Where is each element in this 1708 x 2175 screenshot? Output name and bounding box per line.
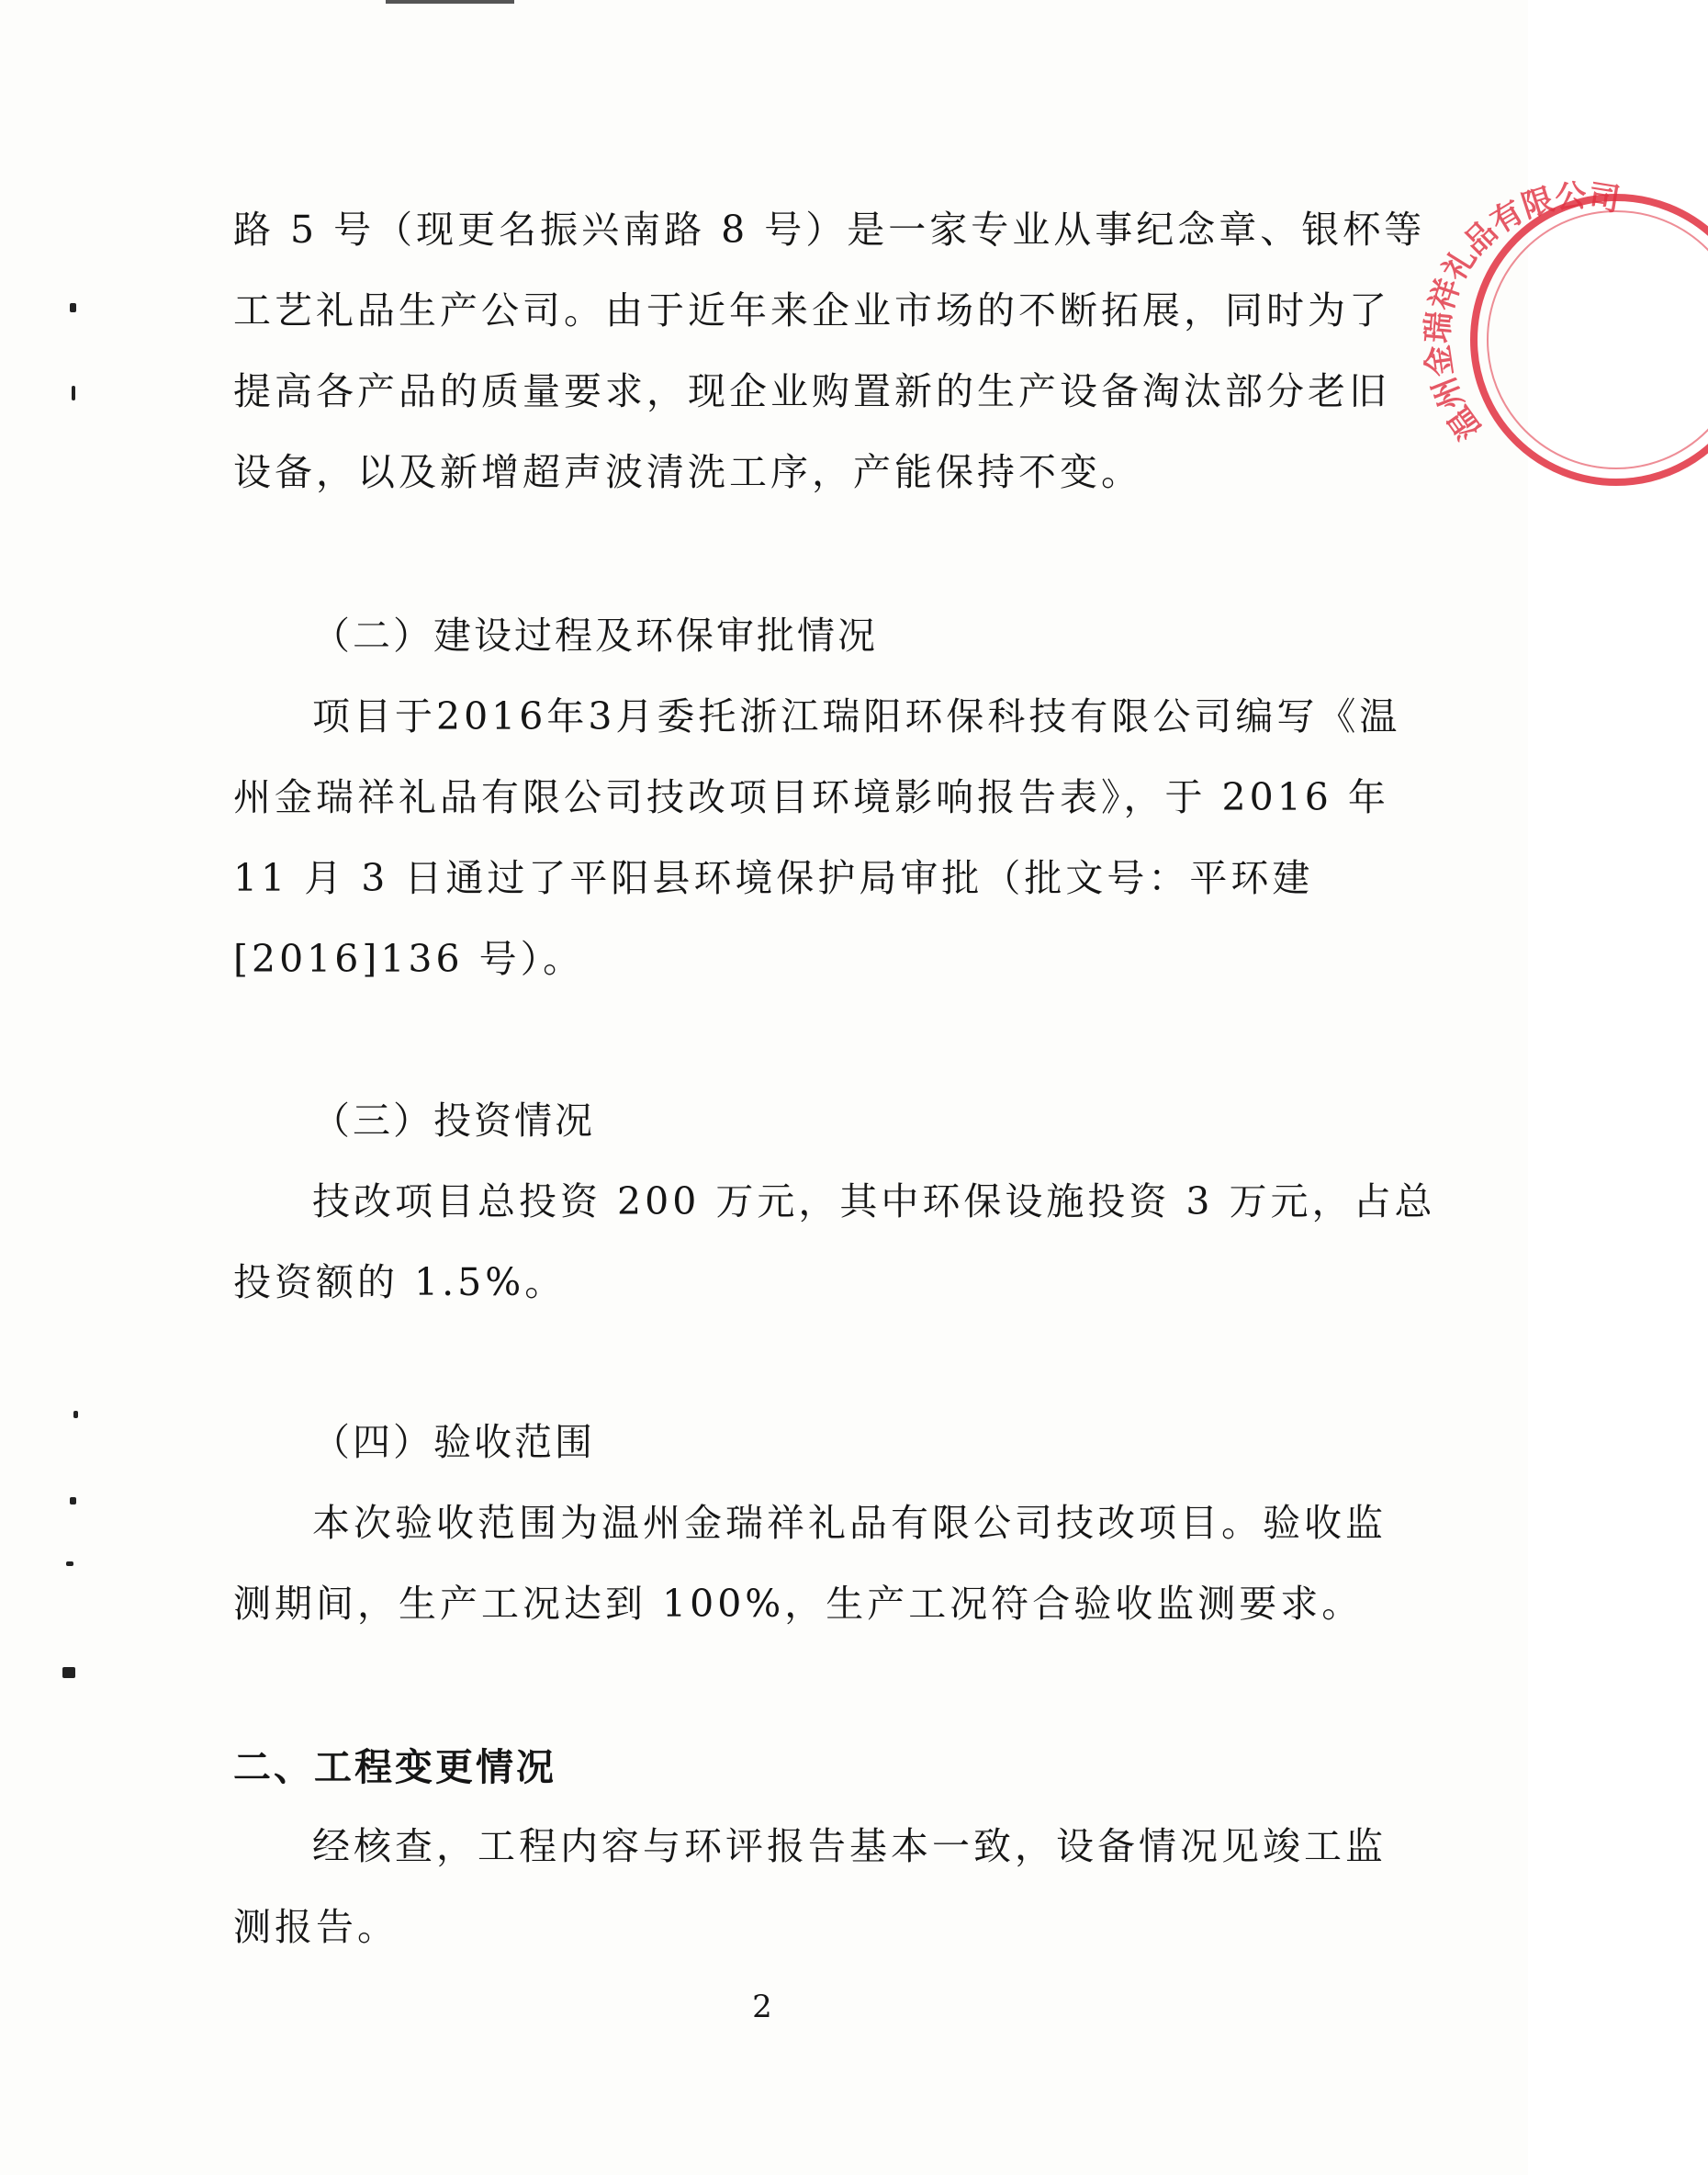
section-4-line-2: 测期间，生产工况达到 100%，生产工况符合验收监测要求。 xyxy=(233,1582,1364,1626)
section-2-line-1: 项目于2016年3月委托浙江瑞阳环保科技有限公司编写《温 xyxy=(312,694,1401,738)
binding-hole-mark xyxy=(73,1411,78,1418)
section-4-line-1: 本次验收范围为温州金瑞祥礼品有限公司技改项目。验收监 xyxy=(312,1501,1387,1545)
binding-hole-mark xyxy=(70,303,76,312)
binding-hole-mark xyxy=(66,1561,73,1566)
section-2-heading: （二）建设过程及环保审批情况 xyxy=(312,614,878,658)
section-4-heading: （四）验收范围 xyxy=(312,1420,595,1464)
paragraph-1-line-3: 提高各产品的质量要求，现企业购置新的生产设备淘汰部分老旧 xyxy=(233,369,1390,413)
binding-hole-mark xyxy=(72,386,75,400)
section-2-line-3: 11 月 3 日通过了平阳县环境保护局审批（批文号：平环建 xyxy=(233,856,1314,900)
binding-hole-mark xyxy=(70,1497,76,1504)
section-3-line-1: 技改项目总投资 200 万元，其中环保设施投资 3 万元，占总 xyxy=(312,1179,1436,1223)
section-2-line-4: [2016]136 号）。 xyxy=(233,937,585,981)
main-2-line-2: 测报告。 xyxy=(233,1905,399,1949)
company-seal-stamp xyxy=(1419,177,1708,496)
page-number: 2 xyxy=(752,1989,772,2025)
svg-text:温州金瑞祥礼品有限公司 xyxy=(1419,177,1622,445)
seal-lettering: 温州金瑞祥礼品有限公司 xyxy=(1419,177,1623,446)
main-heading-2: 二、工程变更情况 xyxy=(233,1745,556,1789)
section-3-line-2: 投资额的 1.5%。 xyxy=(233,1260,567,1304)
paragraph-1-line-2: 工艺礼品生产公司。由于近年来企业市场的不断拓展，同时为了 xyxy=(233,288,1390,332)
section-2-line-2: 州金瑞祥礼品有限公司技改项目环境影响报告表》，于 2016 年 xyxy=(233,775,1389,819)
binding-hole-mark xyxy=(62,1667,75,1678)
paragraph-1-line-4: 设备，以及新增超声波清洗工序，产能保持不变。 xyxy=(233,450,1142,494)
scan-edge-mark xyxy=(386,0,514,4)
section-3-heading: （三）投资情况 xyxy=(312,1099,595,1143)
main-2-line-1: 经核查，工程内容与环评报告基本一致，设备情况见竣工监 xyxy=(312,1824,1387,1868)
paragraph-1-line-1: 路 5 号（现更名振兴南路 8 号）是一家专业从事纪念章、银杯等 xyxy=(233,208,1426,252)
